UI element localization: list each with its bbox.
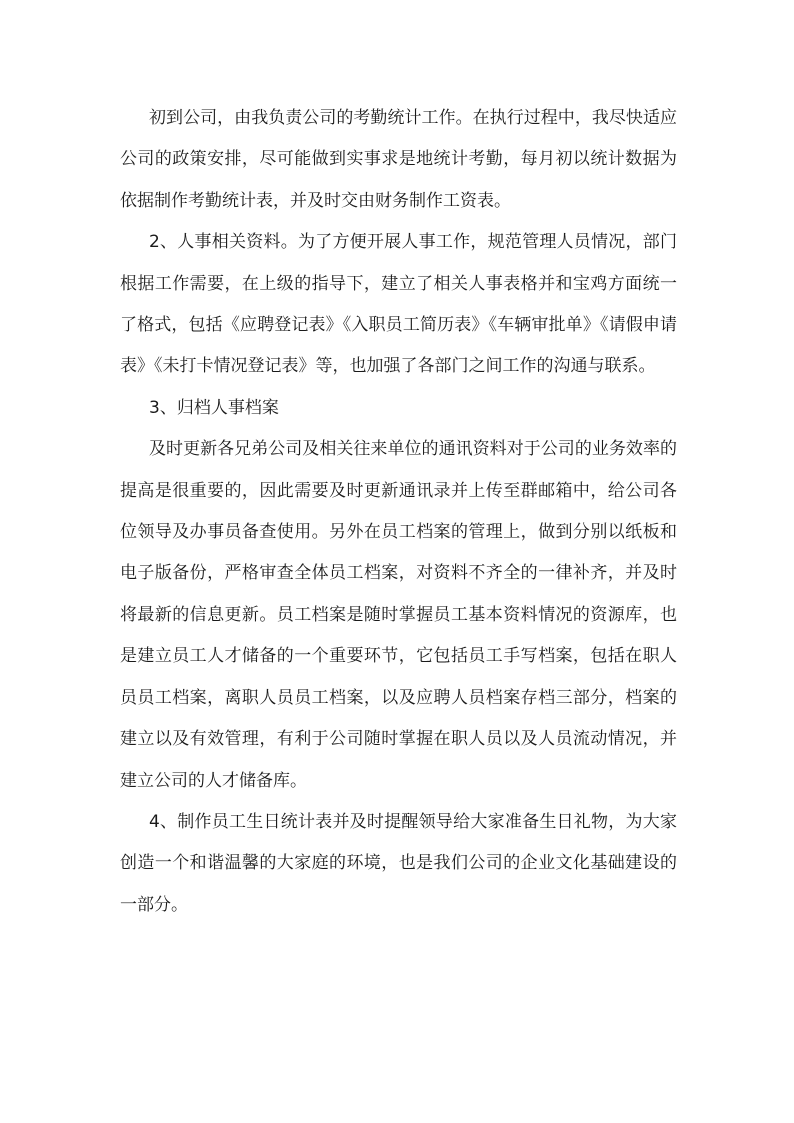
paragraph-hr-materials: 2、人事相关资料。为了方便开展人事工作，规范管理人员情况，部门根据工作需要，在上级的指导下，建立了相关人事表格并和宝鸡方面统一了格式，包括《应聘登记表》《入职员工简历表》《车辆审批单》《请假申请表》《未打卡情况登记表》等，也加强了各部门之间工作的沟通与联系。	[120, 232, 677, 377]
paragraph-attendance: 初到公司，由我负责公司的考勤统计工作。在执行过程中，我尽快适应公司的政策安排，尽可能做到实事求是地统计考勤，每月初以统计数据为依据制作考勤统计表，并及时交由财务制作工资表。	[120, 108, 677, 211]
document-body	[120, 98, 677, 926]
paragraph-archive-heading: 3、归档人事档案	[149, 397, 279, 418]
paragraph-archive-details: 及时更新各兄弟公司及相关往来单位的通讯资料对于公司的业务效率的提高是很重要的，因此需要及时更新通讯录并上传至群邮箱中，给公司各位领导及办事员备查使用。另外在员工档案的管理上，做到分别以纸板和电子版备份，严格审查全体员工档案，对资料不齐全的一律补齐，并及时将最新的信息更新。员工档案是随时掌握员工基本资料情况的资源库，也是建立员工人才储备的一个重要环节，它包括员工手写档案，包括在职人员员工档案，离职人员员工档案，以及应聘人员档案存档三部分，档案的建立以及有效管理，有利于公司随时掌握在职人员以及人员流动情况，并建立公司的人才储备库。	[120, 439, 677, 791]
paragraph-birthday: 4、制作员工生日统计表并及时提醒领导给大家准备生日礼物，为大家创造一个和谐温馨的大家庭的环境，也是我们公司的企业文化基础建设的一部分。	[120, 811, 677, 915]
